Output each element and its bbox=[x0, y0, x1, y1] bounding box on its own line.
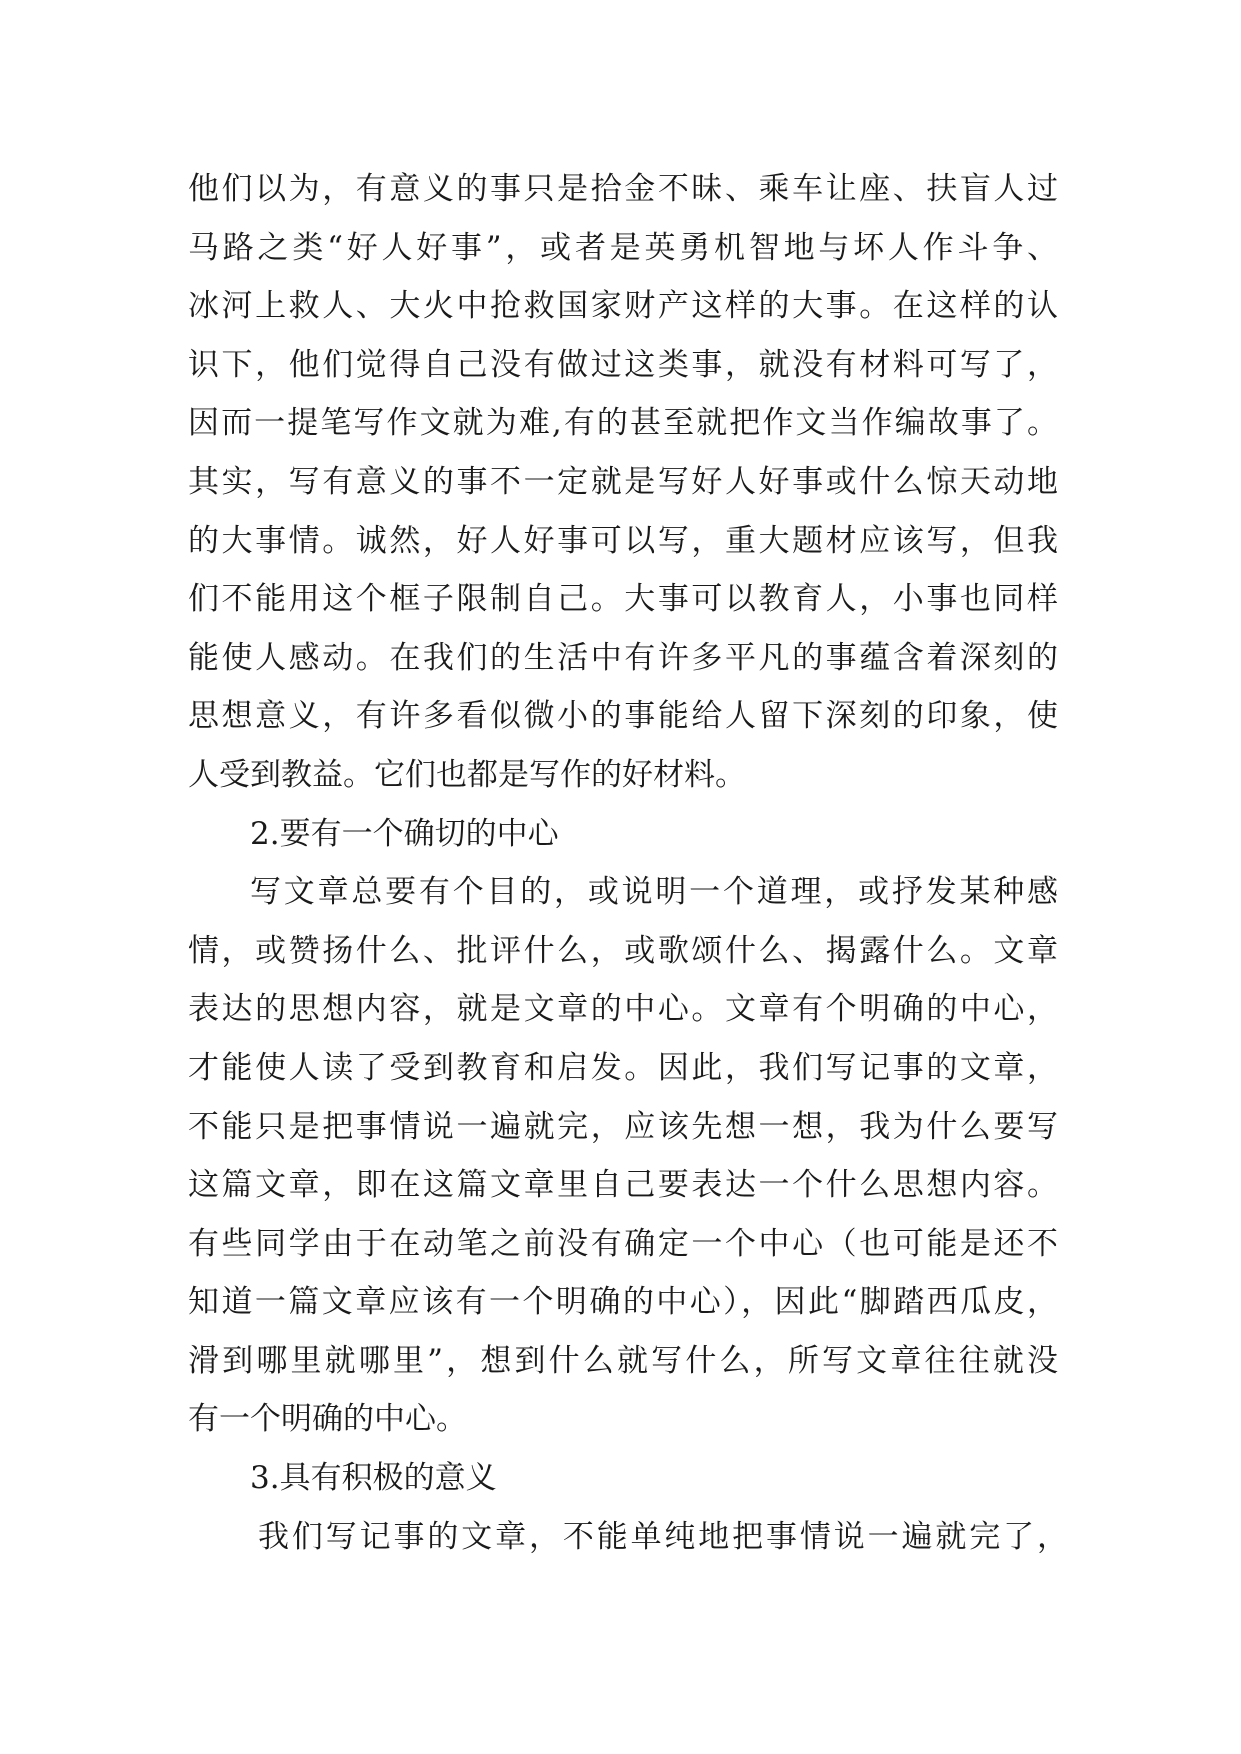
text-line: 我们写记事的文章，不能单纯地把事情说一遍就完了， bbox=[258, 1518, 1068, 1555]
text-line: 滑到哪里就哪里”，想到什么就写什么，所写文章往往就没 bbox=[188, 1342, 1058, 1379]
text-line: 的大事情。诚然，好人好事可以写，重大题材应该写，但我 bbox=[188, 522, 1058, 559]
text-line: 马路之类“好人好事”，或者是英勇机智地与坏人作斗争、 bbox=[188, 229, 1058, 266]
text-line: 思想意义，有许多看似微小的事能给人留下深刻的印象，使 bbox=[188, 698, 1058, 735]
paragraph-2 bbox=[188, 863, 1058, 1449]
paragraph-1 bbox=[188, 160, 1058, 805]
text-line: 人受到教益。它们也都是写作的好材料。 bbox=[188, 756, 746, 793]
text-line: 写文章总要有个目的，或说明一个道理，或抒发某种感 bbox=[250, 874, 1058, 911]
text-line: 知道一篇文章应该有一个明确的中心），因此“脚踏西瓜皮， bbox=[188, 1284, 1058, 1321]
text-line: 情，或赞扬什么、批评什么，或歌颂什么、揭露什么。文章 bbox=[188, 932, 1058, 969]
text-line: 们不能用这个框子限制自己。大事可以教育人，小事也同样 bbox=[188, 581, 1058, 618]
document-page bbox=[188, 160, 1068, 1566]
text-line: 识下，他们觉得自己没有做过这类事，就没有材料可写了， bbox=[188, 346, 1058, 383]
section-heading-3: 3.具有积极的意义 bbox=[250, 1460, 497, 1497]
text-line: 才能使人读了受到教育和启发。因此，我们写记事的文章， bbox=[188, 1049, 1058, 1086]
paragraph-3 bbox=[188, 1508, 1068, 1567]
text-line: 冰河上救人、大火中抢救国家财产这样的大事。在这样的认 bbox=[188, 288, 1058, 325]
text-line: 因而一提笔写作文就为难,有的甚至就把作文当作编故事了。 bbox=[188, 405, 1058, 442]
text-line: 表达的思想内容，就是文章的中心。文章有个明确的中心， bbox=[188, 991, 1058, 1028]
text-line: 有些同学由于在动笔之前没有确定一个中心（也可能是还不 bbox=[188, 1225, 1058, 1262]
text-line: 能使人感动。在我们的生活中有许多平凡的事蕴含着深刻的 bbox=[188, 639, 1058, 676]
text-line: 不能只是把事情说一遍就完，应该先想一想，我为什么要写 bbox=[188, 1108, 1058, 1145]
text-line: 有一个明确的中心。 bbox=[188, 1401, 467, 1438]
text-line: 这篇文章，即在这篇文章里自己要表达一个什么思想内容。 bbox=[188, 1167, 1058, 1204]
text-line: 其实，写有意义的事不一定就是写好人好事或什么惊天动地 bbox=[188, 463, 1058, 500]
text-line: 他们以为，有意义的事只是拾金不昧、乘车让座、扶盲人过 bbox=[188, 171, 1058, 207]
section-heading-2: 2.要有一个确切的中心 bbox=[250, 815, 559, 852]
